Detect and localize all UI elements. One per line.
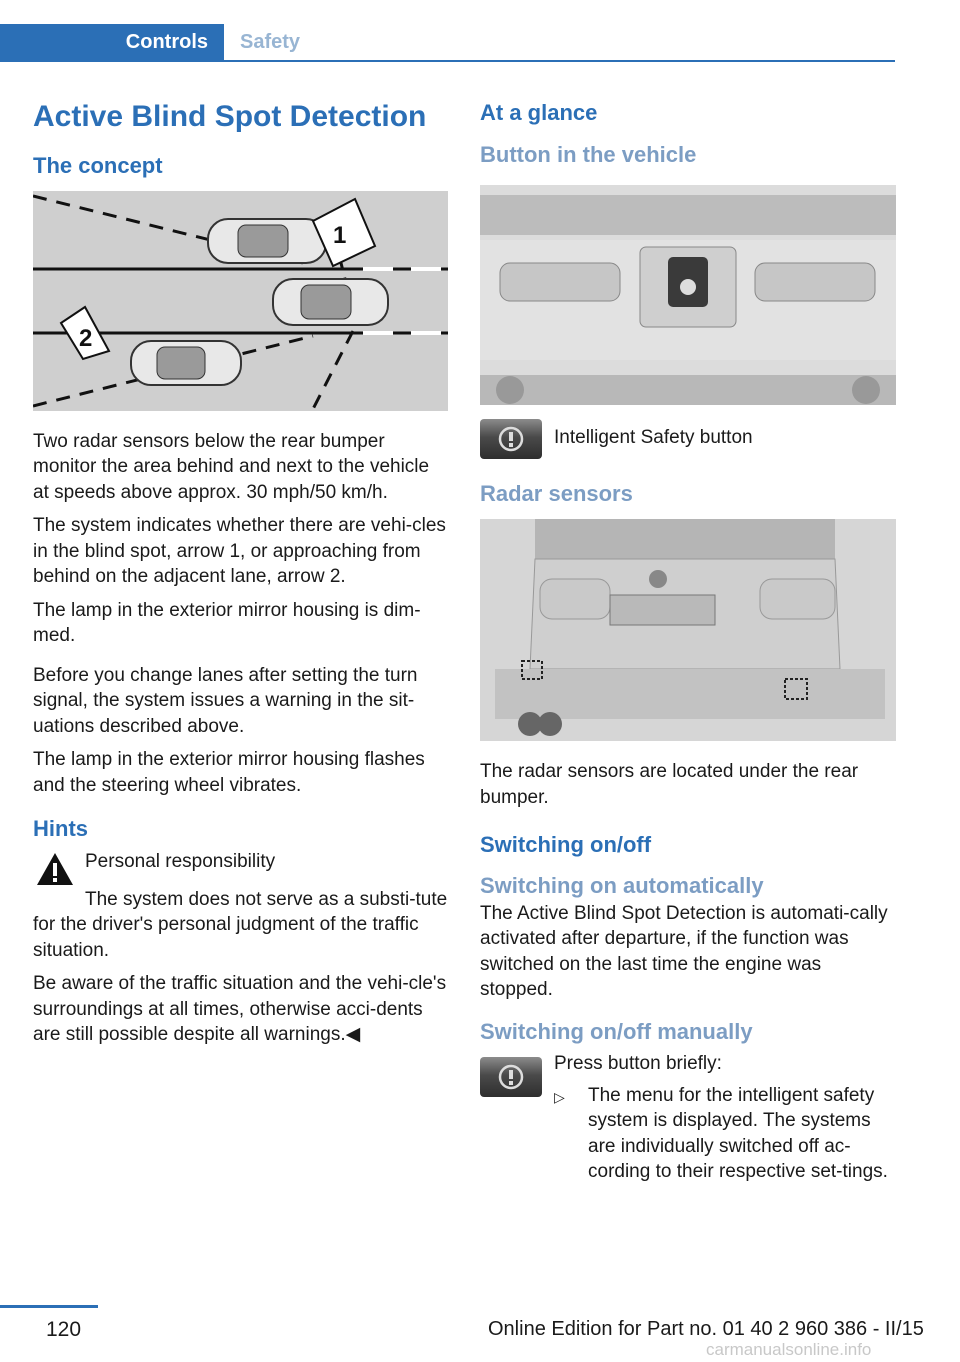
auto-text: The Active Blind Spot Detection is automati-cally activated after departure, if the function was switched on the last time the engine was stopped. <box>480 902 888 1001</box>
left-column <box>33 100 448 1056</box>
blind-spot-diagram <box>33 191 448 411</box>
manual-text: Press button briefly: <box>554 1053 722 1075</box>
warning-title: Personal responsibility <box>85 850 276 872</box>
manual-button-icon <box>480 1057 542 1097</box>
warning-text: The system does not serve as a substi-tute for the driver's personal judgment of the traffic situation. <box>33 888 448 961</box>
arrow-1-label: 1 <box>333 221 347 249</box>
tab-safety[interactable]: Safety <box>240 30 301 53</box>
arrow-2-label: 2 <box>79 324 93 352</box>
button-heading: Button in the vehicle <box>480 142 697 168</box>
concept-para-4: Before you change lanes after setting the turn signal, the system issues a warning in the sit-uations described above. <box>33 664 418 737</box>
bullet-item <box>554 1083 896 1185</box>
intelligent-safety-button-icon <box>480 419 542 459</box>
car-middle <box>273 279 388 325</box>
right-column <box>480 100 896 1207</box>
edition-text: Online Edition for Part no. 01 40 2 960 386 - II/15 <box>488 1318 924 1340</box>
switch-heading: Switching on/off <box>480 832 652 858</box>
page-title: Active Blind Spot Detection <box>33 100 427 133</box>
auto-heading: Switching on automatically <box>480 872 764 898</box>
intelligent-safety-caption: Intelligent Safety button <box>554 426 753 448</box>
bullet-text: The menu for the intelligent safety system is displayed. The systems are individually switched off ac-cording to their respective set-tings. <box>588 1084 888 1183</box>
concept-para-2: The system indicates whether there are vehi-cles in the blind spot, arrow 1, or approaching from behind on the adjacent lane, arrow 2. <box>33 515 446 588</box>
hints-heading: Hints <box>33 816 88 842</box>
warning-icon <box>33 851 77 887</box>
concept-para-5: The lamp in the exterior mirror housing flashes and the steering wheel vibrates. <box>33 749 425 796</box>
header-bar <box>0 0 895 62</box>
triangle-bullet-icon: ▷ <box>554 1088 565 1105</box>
header-rule <box>0 60 895 62</box>
watermark: carmanualsonline.info <box>706 1340 872 1359</box>
dashboard-button-photo <box>480 185 896 405</box>
warning-text-2: Be aware of the traffic situation and the vehi-cle's surroundings at all times, otherwise acci-dents are still possible despite all warnings.◀ <box>33 973 447 1046</box>
radar-heading: Radar sensors <box>480 480 633 506</box>
car-top <box>208 219 326 263</box>
concept-heading: The concept <box>33 152 163 178</box>
manual-heading: Switching on/off manually <box>480 1018 753 1044</box>
glance-heading: At a glance <box>480 100 598 125</box>
manual-row <box>480 1051 896 1185</box>
warning-block <box>33 849 448 887</box>
radar-sensors-photo <box>480 519 896 741</box>
concept-para-1: Two radar sensors below the rear bumper monitor the area behind and next to the vehicle at speeds above approx. 30 mph/50 km/h. <box>33 430 430 503</box>
intelligent-safety-row <box>480 419 896 459</box>
car-bottom <box>131 341 241 385</box>
concept-para-3: The lamp in the exterior mirror housing is dim-med. <box>33 599 421 647</box>
tab-controls[interactable]: Controls <box>0 24 224 60</box>
radar-text: The radar sensors are located under the rear bumper. <box>480 761 859 808</box>
page-number: 120 <box>46 1318 82 1341</box>
footer-rule <box>0 1305 98 1308</box>
